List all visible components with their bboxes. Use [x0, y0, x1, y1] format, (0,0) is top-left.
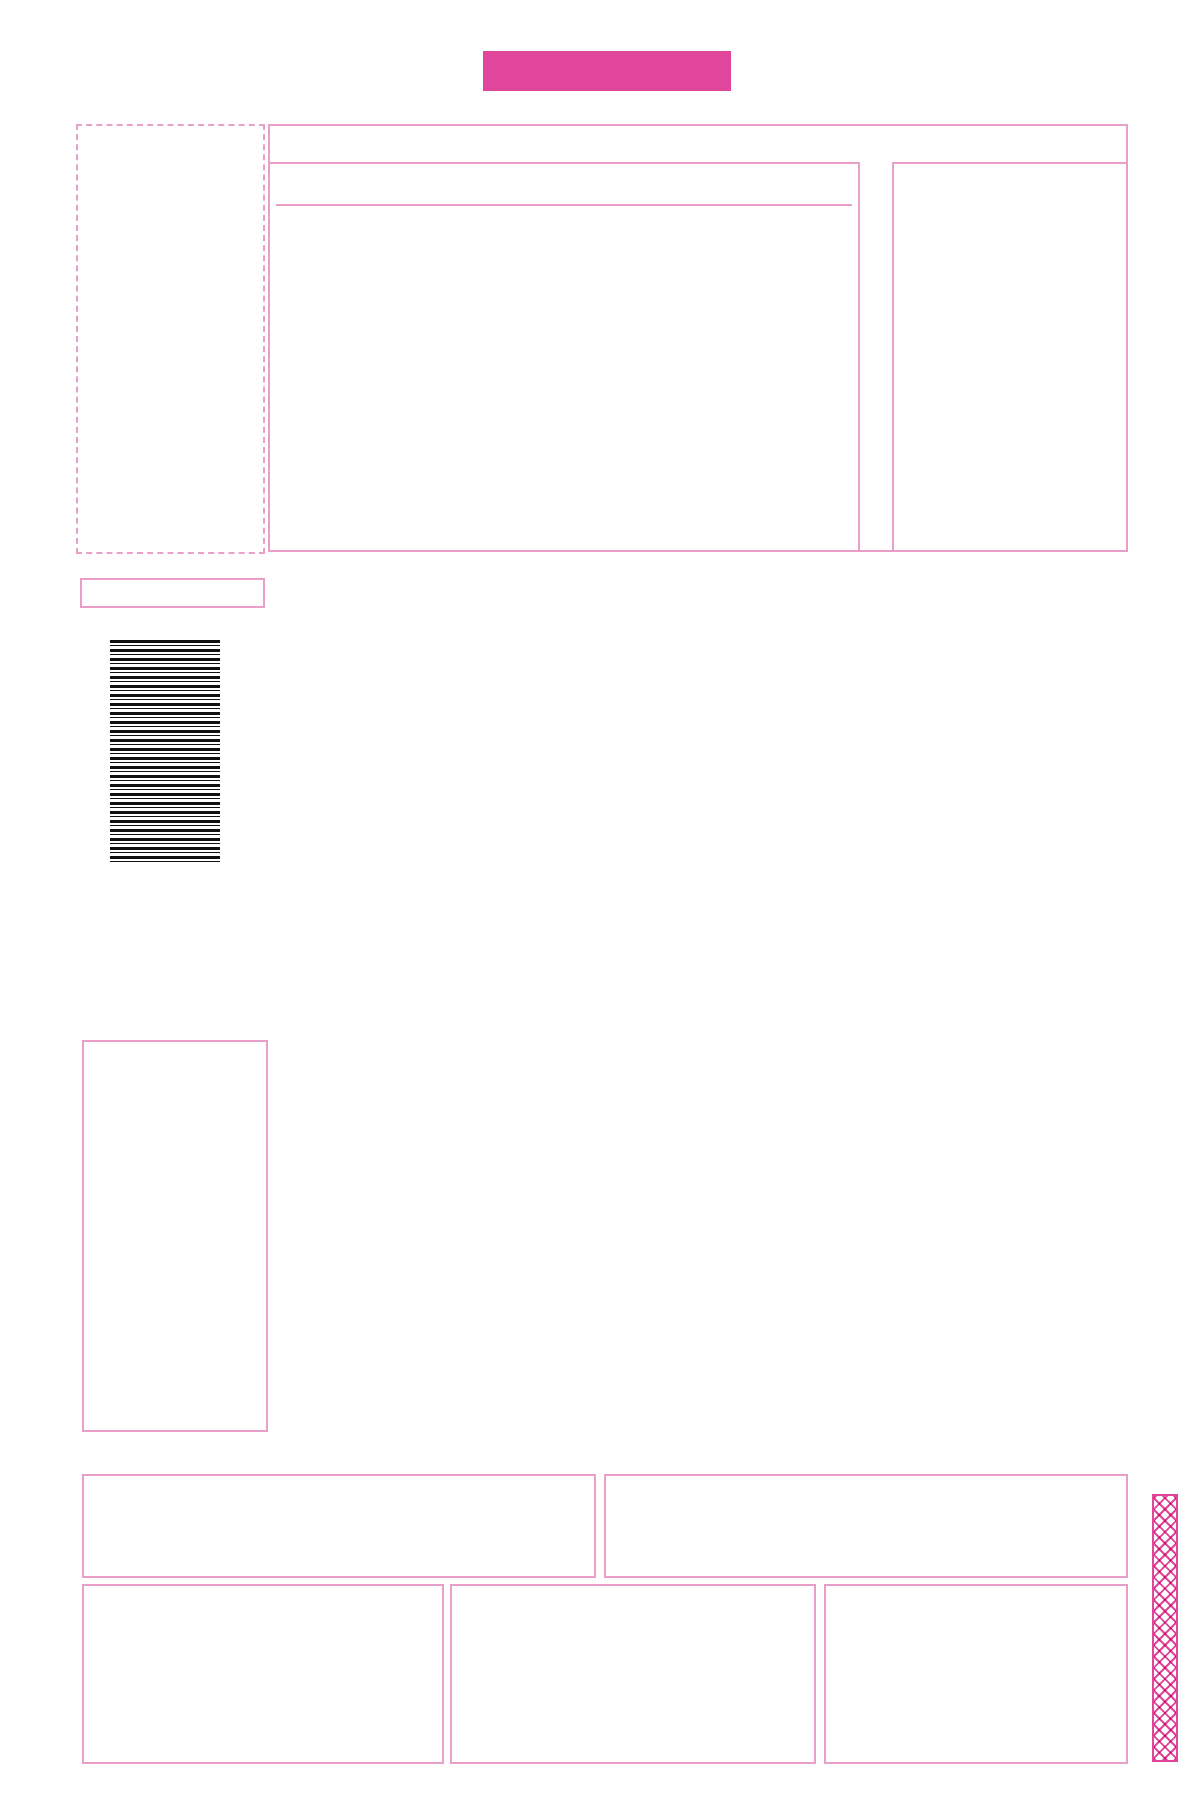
booklet-no-box	[892, 162, 1128, 552]
invigilator-signature-box	[824, 1584, 1128, 1764]
watermark	[147, 491, 1093, 1230]
roll-no-digits-row	[276, 204, 852, 206]
booklet-code-box	[82, 1040, 268, 1432]
fathers-name-box	[604, 1474, 1128, 1578]
roll-no-box	[268, 162, 860, 552]
answer-sheet-title	[483, 51, 731, 91]
mothers-name-box	[82, 1474, 596, 1578]
margin-pattern	[1152, 1494, 1178, 1762]
instructions-text	[76, 124, 265, 554]
answer-sheet-no-box	[80, 578, 265, 608]
barcode	[110, 640, 220, 862]
invigilator-stamp-box	[82, 1584, 444, 1764]
candidate-name-box	[450, 1584, 816, 1764]
